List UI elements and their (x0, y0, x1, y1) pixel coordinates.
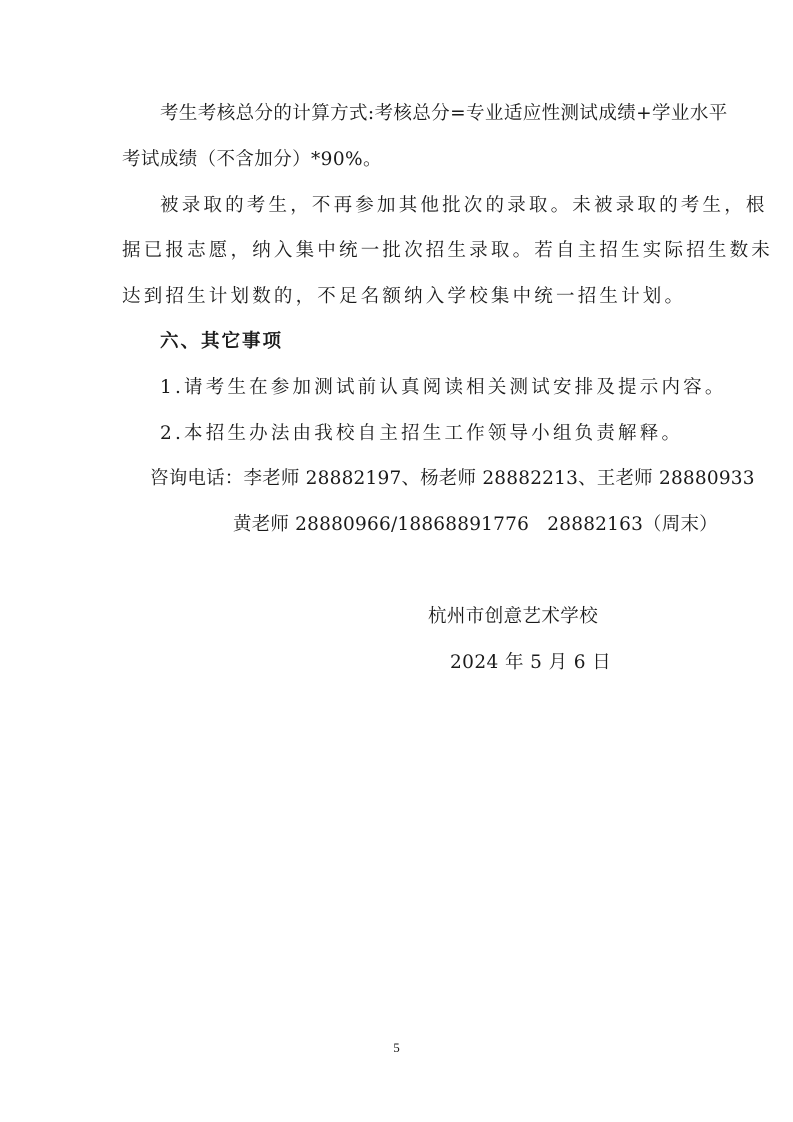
list-item-2: 2.本招生办法由我校自主招生工作领导小组负责解释。 (160, 423, 684, 444)
page-number: 5 (393, 1040, 400, 1055)
list-item-1: 1.请考生在参加测试前认真阅读相关测试安排及提示内容。 (160, 377, 727, 398)
signature-organization: 杭州市创意艺术学校 (428, 606, 599, 627)
section-heading-other-matters: 六、其它事项 (160, 331, 284, 352)
contact-phones-line-2: 黄老师 28880966/18868891776 28882163（周末） (233, 514, 718, 535)
paragraph-2-line-2: 据已报志愿，纳入集中统一批次招生录取。若自主招生实际招生数未 (122, 240, 774, 261)
paragraph-2-line-1: 被录取的考生，不再参加其他批次的录取。未被录取的考生，根 (160, 195, 768, 216)
signature-date: 2024 年 5 月 6 日 (450, 652, 612, 673)
paragraph-1-line-2: 考试成绩（不含加分）*90%。 (122, 149, 382, 170)
contact-phones-line-1: 咨询电话：李老师 28882197、杨老师 28882213、王老师 28880933 (150, 468, 755, 489)
paragraph-1-line-1: 考生考核总分的计算方式:考核总分=专业适应性测试成绩+学业水平 (160, 103, 728, 124)
paragraph-2-line-3: 达到招生计划数的，不足名额纳入学校集中统一招生计划。 (122, 286, 687, 307)
